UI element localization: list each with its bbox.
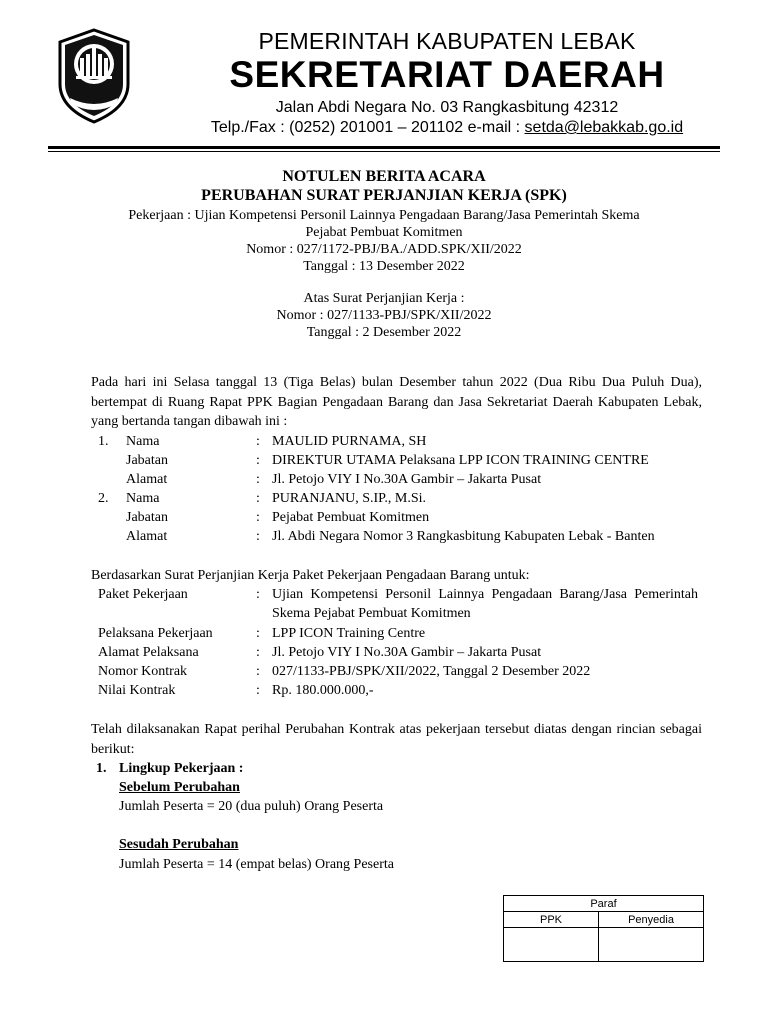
contract-value: Jl. Petojo VIY I No.30A Gambir – Jakarta Pusat	[272, 645, 542, 660]
field-colon: :	[256, 683, 260, 698]
paraf-table	[503, 895, 704, 962]
atas-spk: Atas Surat Perjanjian Kerja :	[303, 291, 465, 306]
contract-label: Nomor Kontrak	[98, 664, 188, 679]
berdasarkan-text: Berdasarkan Surat Perjanjian Kerja Paket Pekerjaan Pengadaan Barang untuk:	[91, 568, 530, 583]
contact-prefix: Telp./Fax : (0252) 201001 – 201102 e-mail :	[210, 119, 525, 136]
field-colon: :	[256, 472, 260, 487]
after-text: Jumlah Peserta = 14 (empat belas) Orang Peserta	[119, 857, 394, 872]
field-value: PURANJANU, S.IP., M.Si.	[272, 491, 427, 506]
contract-value: Ujian Kompetensi Personil Lainnya Pengadaan Barang/Jasa Pemerintah Skema Pejabat Pembuat Komitmen	[272, 587, 698, 621]
field-value: MAULID PURNAMA, SH	[272, 434, 427, 449]
field-colon: :	[256, 453, 260, 468]
field-value: Jl. Petojo VIY I No.30A Gambir – Jakarta Pusat	[272, 472, 542, 487]
paraf-cell-ppk	[504, 928, 599, 962]
field-label: Alamat	[126, 472, 168, 487]
party-number: 2.	[98, 491, 109, 506]
party-number: 1.	[98, 434, 109, 449]
before-text: Jumlah Peserta = 20 (dua puluh) Orang Peserta	[119, 799, 384, 814]
header-rule-thick	[48, 146, 720, 149]
after-heading: Sesudah Perubahan	[119, 837, 239, 852]
contract-value: 027/1133-PBJ/SPK/XII/2022, Tanggal 2 Desember 2022	[272, 664, 591, 679]
field-colon: :	[256, 664, 260, 679]
letterhead-address: Jalan Abdi Negara No. 03 Rangkasbitung 42312	[275, 99, 619, 116]
header-rule-thin	[48, 151, 720, 152]
telah-paragraph: Telah dilaksanakan Rapat perihal Perubahan Kontrak atas pekerjaan tersebut diatas dengan rincian sebagai berikut:	[91, 722, 702, 757]
doc-title-line1: NOTULEN BERITA ACARA	[282, 168, 486, 185]
contract-value: LPP ICON Training Centre	[272, 626, 426, 641]
intro-paragraph: Pada hari ini Selasa tanggal 13 (Tiga Belas) bulan Desember tahun 2022 (Dua Ribu Dua Puluh Dua), bertempat di Ruang Rapat PPK Bagian Pengadaan Barang dan Jasa Sekretariat Daerah Kabupaten Lebak, yang bertanda tangan dibawah ini :	[91, 375, 702, 429]
field-colon: :	[256, 626, 260, 641]
field-colon: :	[256, 529, 260, 544]
paraf-col-penyedia: Penyedia	[599, 912, 704, 928]
contract-label: Pelaksana Pekerjaan	[98, 626, 213, 641]
atas-nomor: Nomor : 027/1133-PBJ/SPK/XII/2022	[276, 308, 492, 323]
field-label: Jabatan	[126, 453, 168, 468]
field-value: Jl. Abdi Negara Nomor 3 Rangkasbitung Kabupaten Lebak - Banten	[272, 529, 655, 544]
contract-value: Rp. 180.000.000,-	[272, 683, 374, 698]
scope-number: 1.	[96, 761, 107, 776]
pekerjaan-line1: Pekerjaan : Ujian Kompetensi Personil Lainnya Pengadaan Barang/Jasa Pemerintah Skema	[128, 208, 640, 223]
field-colon: :	[256, 587, 260, 602]
doc-tanggal: Tanggal : 13 Desember 2022	[303, 259, 465, 274]
paraf-header: Paraf	[504, 896, 704, 912]
doc-nomor: Nomor : 027/1172-PBJ/BA./ADD.SPK/XII/2022	[246, 242, 522, 257]
letterhead-line1: PEMERINTAH KABUPATEN LEBAK	[258, 28, 636, 54]
field-colon: :	[256, 434, 260, 449]
contract-label: Alamat Pelaksana	[98, 645, 199, 660]
contract-label: Nilai Kontrak	[98, 683, 176, 698]
contract-label: Paket Pekerjaan	[98, 587, 188, 602]
letterhead-contact	[192, 119, 702, 137]
doc-title-line2: PERUBAHAN SURAT PERJANJIAN KERJA (SPK)	[201, 187, 567, 204]
atas-tanggal: Tanggal : 2 Desember 2022	[306, 325, 462, 340]
field-value: Pejabat Pembuat Komitmen	[272, 510, 430, 525]
paraf-cell-penyedia	[599, 928, 704, 962]
letterhead-line2: SEKRETARIAT DAERAH	[229, 54, 665, 95]
paraf-col-ppk: PPK	[504, 912, 599, 928]
field-value: DIREKTUR UTAMA Pelaksana LPP ICON TRAINING CENTRE	[272, 453, 649, 468]
before-heading: Sebelum Perubahan	[119, 780, 240, 795]
pekerjaan-line2: Pejabat Pembuat Komitmen	[305, 225, 463, 240]
field-label: Nama	[126, 491, 160, 506]
field-label: Nama	[126, 434, 160, 449]
field-colon: :	[256, 510, 260, 525]
email-link[interactable]: setda@lebakkab.go.id	[524, 119, 684, 136]
letterhead	[0, 0, 768, 160]
field-colon: :	[256, 491, 260, 506]
scope-heading: Lingkup Pekerjaan :	[119, 761, 244, 776]
field-label: Jabatan	[126, 510, 168, 525]
lebak-regency-emblem-icon	[56, 28, 132, 124]
field-colon: :	[256, 645, 260, 660]
field-label: Alamat	[126, 529, 168, 544]
